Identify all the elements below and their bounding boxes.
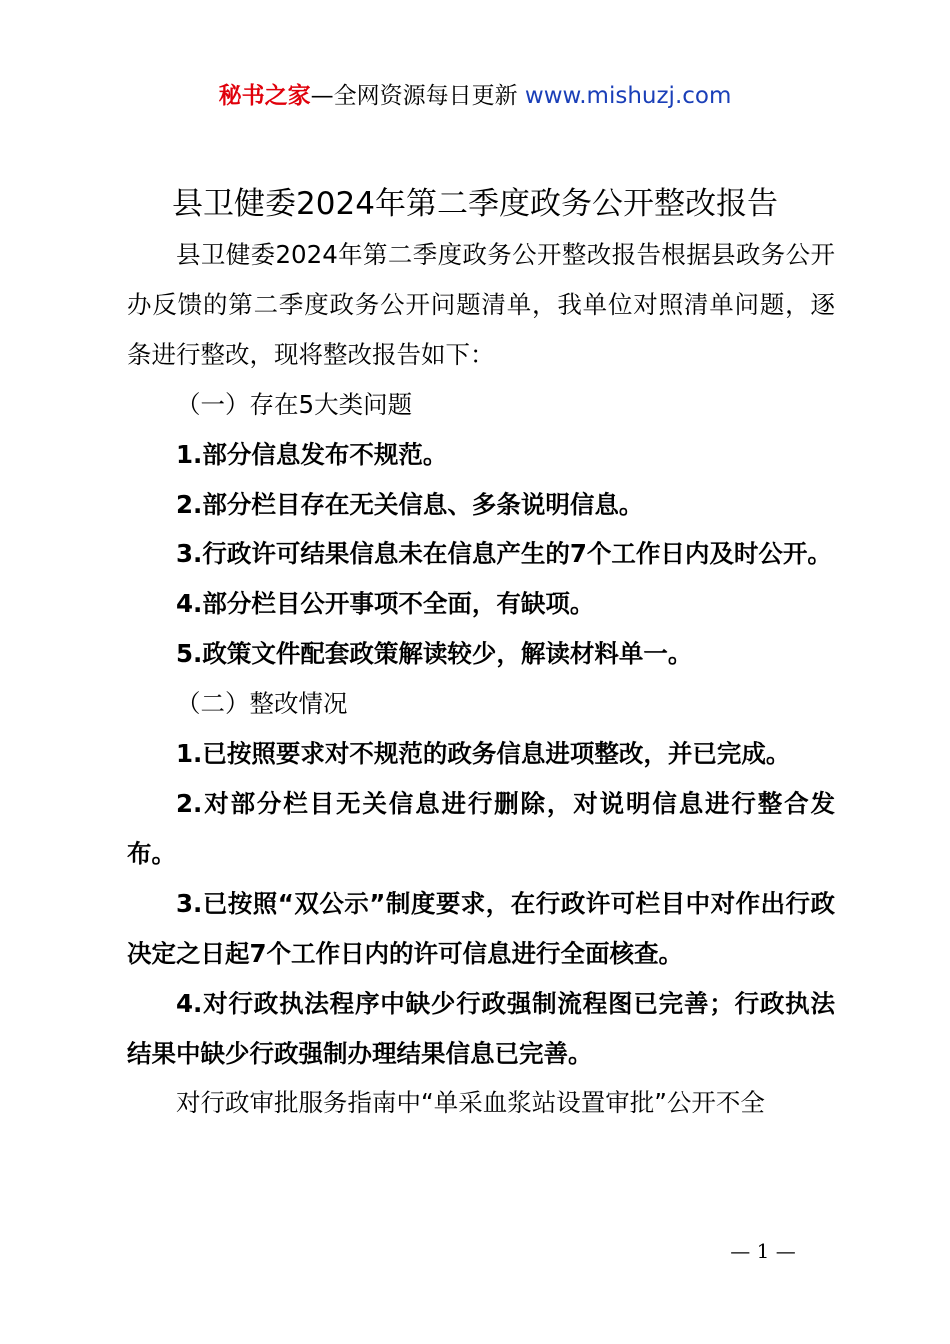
site-url-link[interactable]: www.mishuzj.com bbox=[524, 83, 732, 109]
list-item: 2.对部分栏目无关信息进行删除，对说明信息进行整合发布。 bbox=[127, 788, 835, 868]
document-body bbox=[127, 230, 835, 1128]
paragraph: 对行政审批服务指南中“单采血浆站设置审批”公开不全 bbox=[176, 1088, 765, 1118]
list-item: 1.已按照要求对不规范的政务信息进项整改，并已完成。 bbox=[176, 739, 791, 769]
list-item: 2.部分栏目存在无关信息、多条说明信息。 bbox=[176, 489, 644, 519]
list-item: 5.政策文件配套政策解读较少，解读材料单一。 bbox=[176, 639, 693, 669]
list-item: 4.部分栏目公开事项不全面，有缺项。 bbox=[176, 589, 595, 619]
brand-name: 秘书之家 bbox=[218, 83, 311, 109]
list-item: 4.对行政执法程序中缺少行政强制流程图已完善；行政执法结果中缺少行政强制办理结果信息已完善。 bbox=[127, 988, 835, 1068]
paragraph: 县卫健委2024年第二季度政务公开整改报告根据县政务公开办反馈的第二季度政务公开问题清单，我单位对照清单问题，逐条进行整改，现将整改报告如下： bbox=[127, 240, 835, 369]
site-banner bbox=[0, 80, 950, 112]
list-item: 3.行政许可结果信息未在信息产生的7个工作日内及时公开。 bbox=[176, 539, 832, 569]
list-item: 3.已按照“双公示”制度要求，在行政许可栏目中对作出行政决定之日起7个工作日内的许可信息进行全面核查。 bbox=[127, 888, 835, 968]
document-title: 县卫健委2024年第二季度政务公开整改报告 bbox=[172, 186, 778, 222]
section-heading: （一）存在5大类问题 bbox=[176, 389, 413, 419]
banner-slogan: —全网资源每日更新 bbox=[310, 83, 525, 109]
section-heading: （二）整改情况 bbox=[176, 689, 348, 719]
list-item: 1.部分信息发布不规范。 bbox=[176, 439, 448, 469]
page-number: — 1 — bbox=[730, 1239, 796, 1263]
